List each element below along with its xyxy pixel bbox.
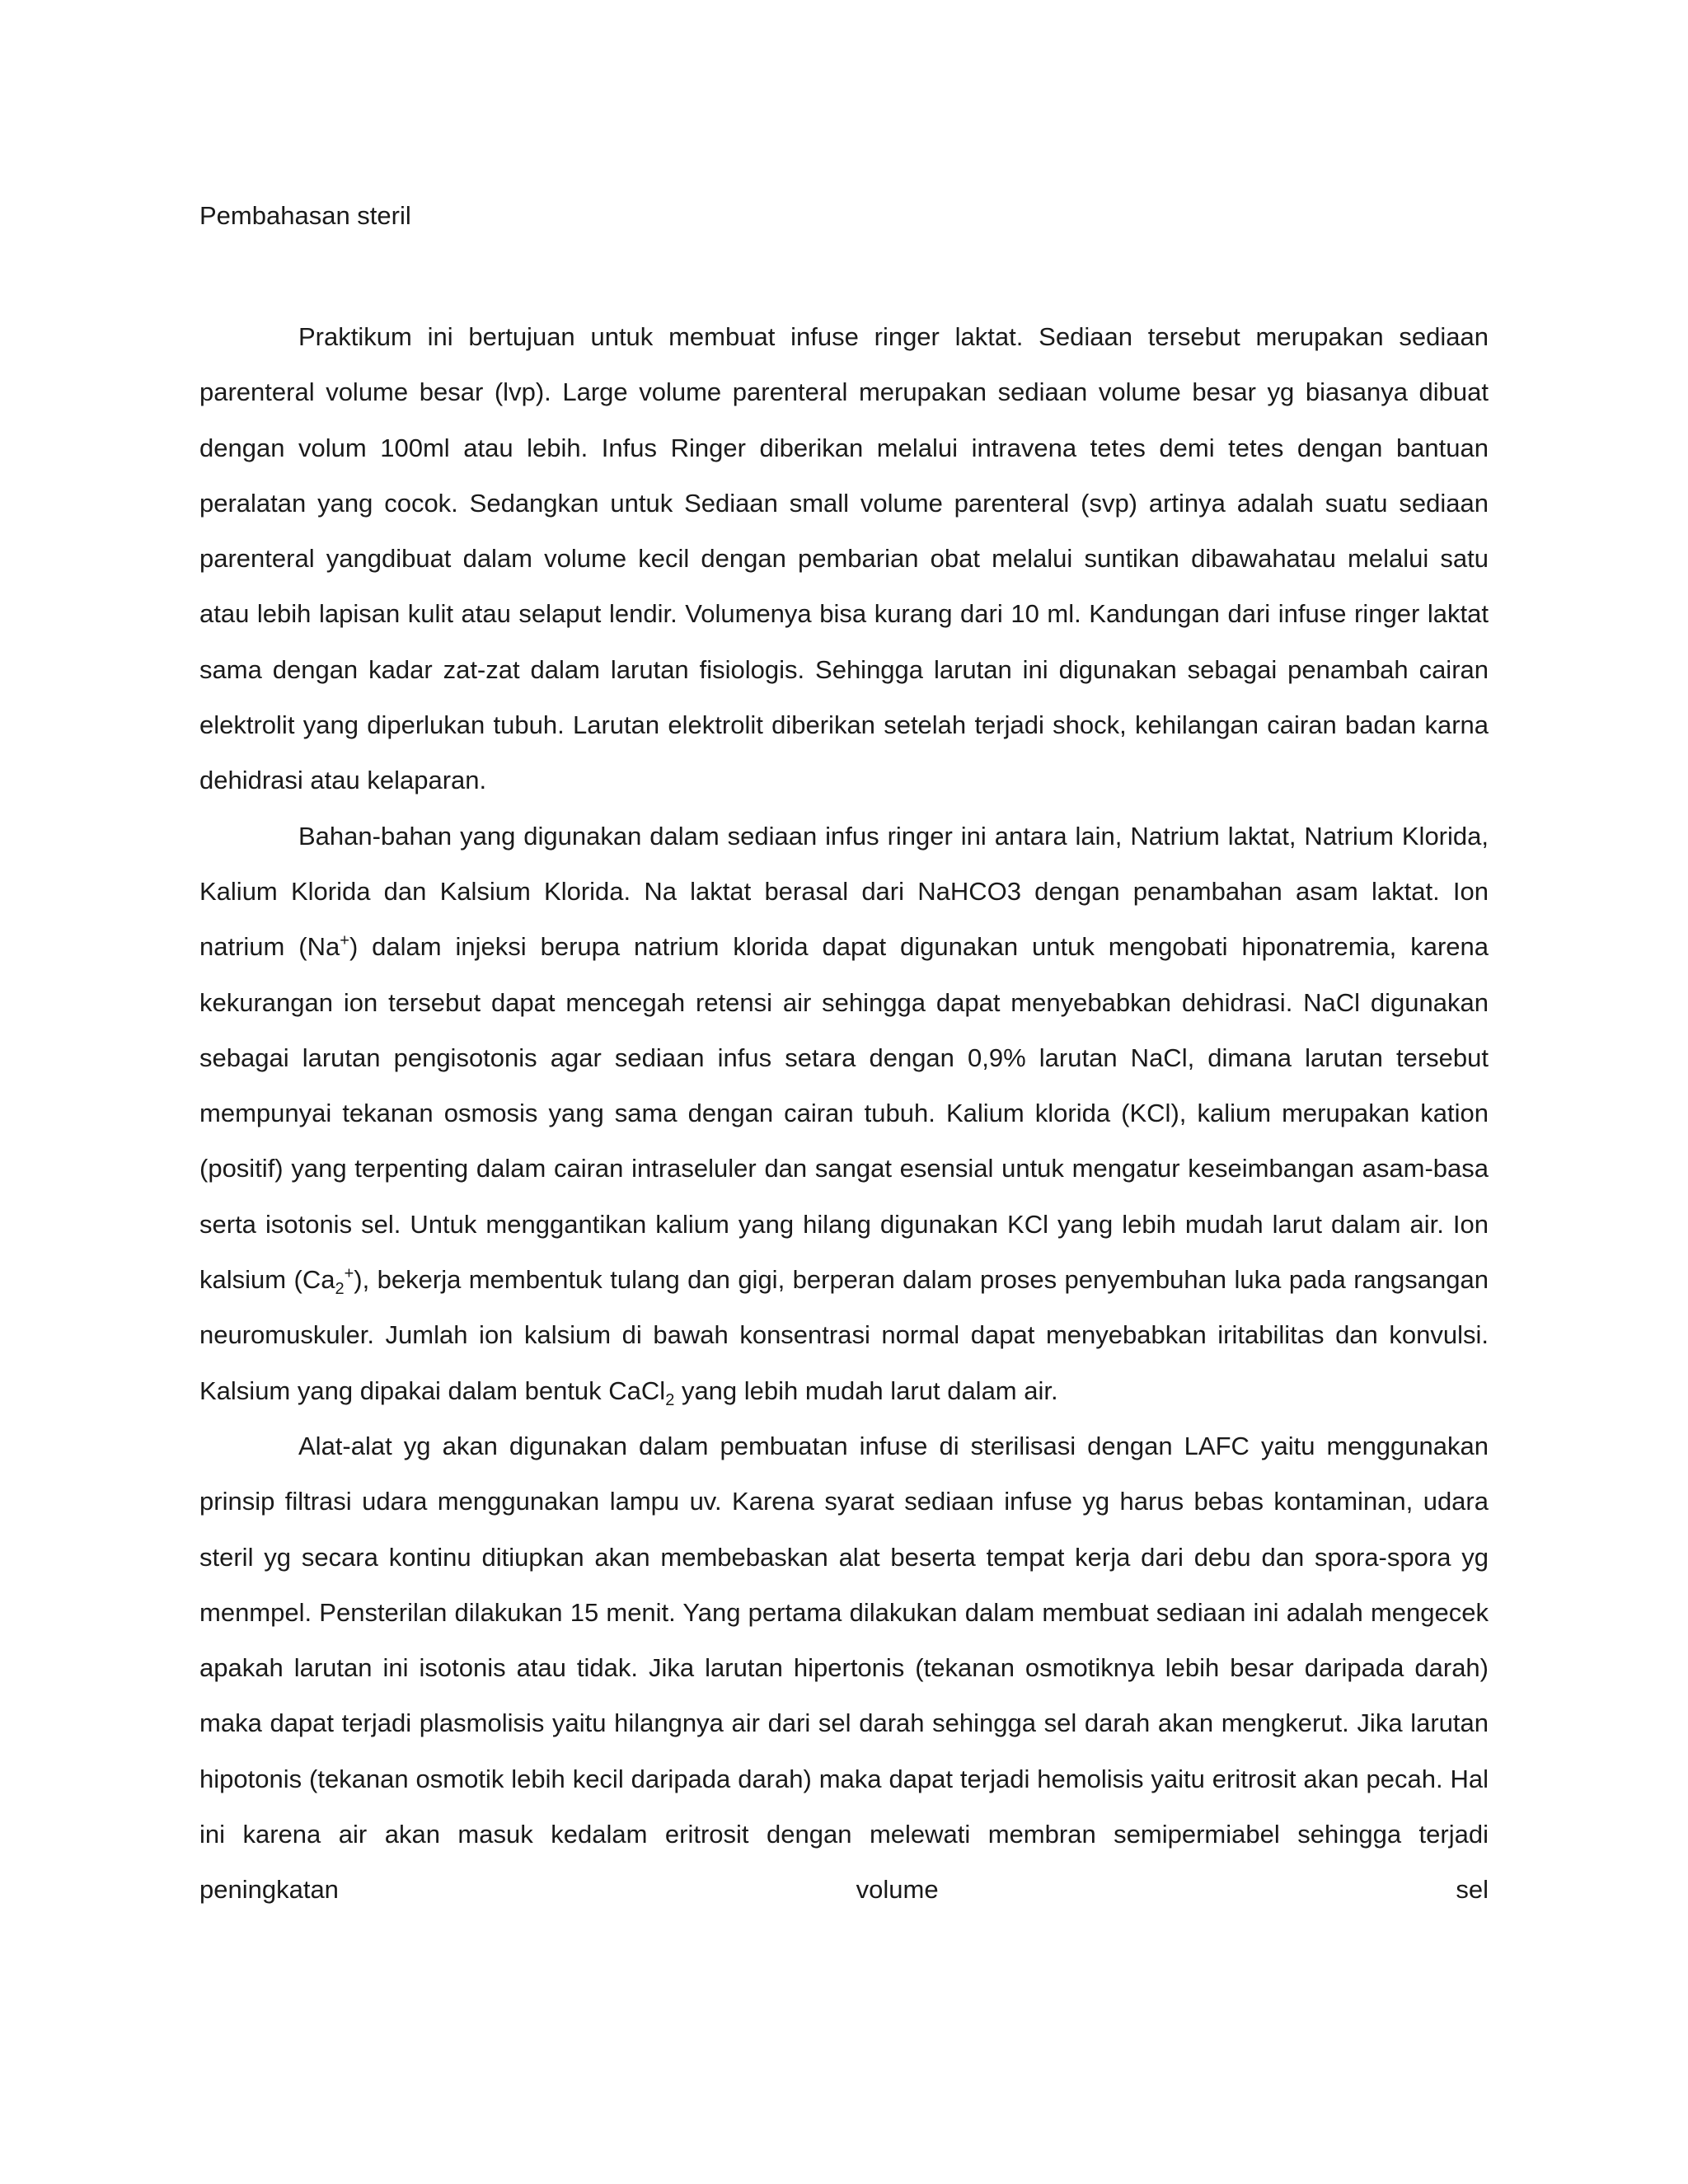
paragraph-text: yang lebih mudah larut dalam air. <box>674 1376 1058 1405</box>
subscript-two: 2 <box>335 1280 345 1299</box>
paragraph-text: Bahan-bahan yang digunakan dalam sediaan infus ringer ini antara lain, Natrium laktat, Natrium Klorida, Kalium Klorida dan Kalsium Klorida. Na laktat berasal dari NaHCO3 dengan penambahan asam laktat. Ion natrium (Na <box>199 821 1489 962</box>
paragraph-text: Alat-alat yg akan digunakan dalam pembuatan infuse di sterilisasi dengan LAFC yaitu menggunakan prinsip filtrasi udara menggunakan lampu uv. Karena syarat sediaan infuse yg harus bebas kontaminan, udara steril yg secara kontinu ditiupkan akan membebaskan alat beserta tempat kerja dari debu dan spora-spora yg menmpel. Pensterilan dilakukan 15 menit. Yang pertama dilakukan dalam membuat sediaan ini adalah mengecek apakah larutan ini isotonis atau tidak. Jika larutan hipertonis (tekanan osmotiknya lebih besar daripada darah) maka dapat terjadi plasmolisis yaitu hilangnya air dari sel darah sehingga sel darah akan mengkerut. Jika larutan hipotonis (tekanan osmotik lebih kecil daripada darah) maka dapat terjadi hemolisis yaitu eritrosit akan pecah. Hal ini karena air akan masuk kedalam eritrosit dengan melewati membran semipermiabel sehingga terjadi peningkatan volume sel <box>199 1431 1489 1905</box>
document-body <box>199 309 1489 1918</box>
paragraph-equipment <box>199 1418 1489 1918</box>
superscript-plus: + <box>340 931 349 950</box>
paragraph-purpose <box>199 309 1489 808</box>
page-title: Pembahasan steril <box>199 201 411 230</box>
paragraph-materials <box>199 808 1489 1418</box>
paragraph-text: ), bekerja membentuk tulang dan gigi, berperan dalam proses penyembuhan luka pada rangsangan neuromuskuler. Jumlah ion kalsium di bawah konsentrasi normal dapat menyebabkan iritabilitas dan konvulsi. Kalsium yang dipakai dalam bentuk CaCl <box>199 1265 1489 1405</box>
paragraph-text: Praktikum ini bertujuan untuk membuat infuse ringer laktat. Sediaan tersebut merupakan sediaan parenteral volume besar (lvp). Large volume parenteral merupakan sediaan volume besar yg biasanya dibuat dengan volum 100ml atau lebih. Infus Ringer diberikan melalui intravena tetes demi tetes dengan bantuan peralatan yang cocok. Sedangkan untuk Sediaan small volume parenteral (svp) artinya adalah suatu sediaan parenteral yangdibuat dalam volume kecil dengan pembarian obat melalui suntikan dibawahatau melalui satu atau lebih lapisan kulit atau selaput lendir. Volumenya bisa kurang dari 10 ml. Kandungan dari infuse ringer laktat sama dengan kadar zat-zat dalam larutan fisiologis. Sehingga larutan ini digunakan sebagai penambah cairan elektrolit yang diperlukan tubuh. Larutan elektrolit diberikan setelah terjadi shock, kehilangan cairan badan karna dehidrasi atau kelaparan. <box>199 322 1489 795</box>
subscript-two: 2 <box>665 1390 675 1409</box>
superscript-plus: + <box>344 1264 354 1283</box>
paragraph-text: ) dalam injeksi berupa natrium klorida dapat digunakan untuk mengobati hiponatremia, karena kekurangan ion tersebut dapat mencegah retensi air sehingga dapat menyebabkan dehidrasi. NaCl digunakan sebagai larutan pengisotonis agar sediaan infus setara dengan 0,9% larutan NaCl, dimana larutan tersebut mempunyai tekanan osmosis yang sama dengan cairan tubuh. Kalium klorida (KCl), kalium merupakan kation (positif) yang terpenting dalam cairan intraseluler dan sangat esensial untuk mengatur keseimbangan asam-basa serta isotonis sel. Untuk menggantikan kalium yang hilang digunakan KCl yang lebih mudah larut dalam air. Ion kalsium (Ca <box>199 932 1489 1295</box>
